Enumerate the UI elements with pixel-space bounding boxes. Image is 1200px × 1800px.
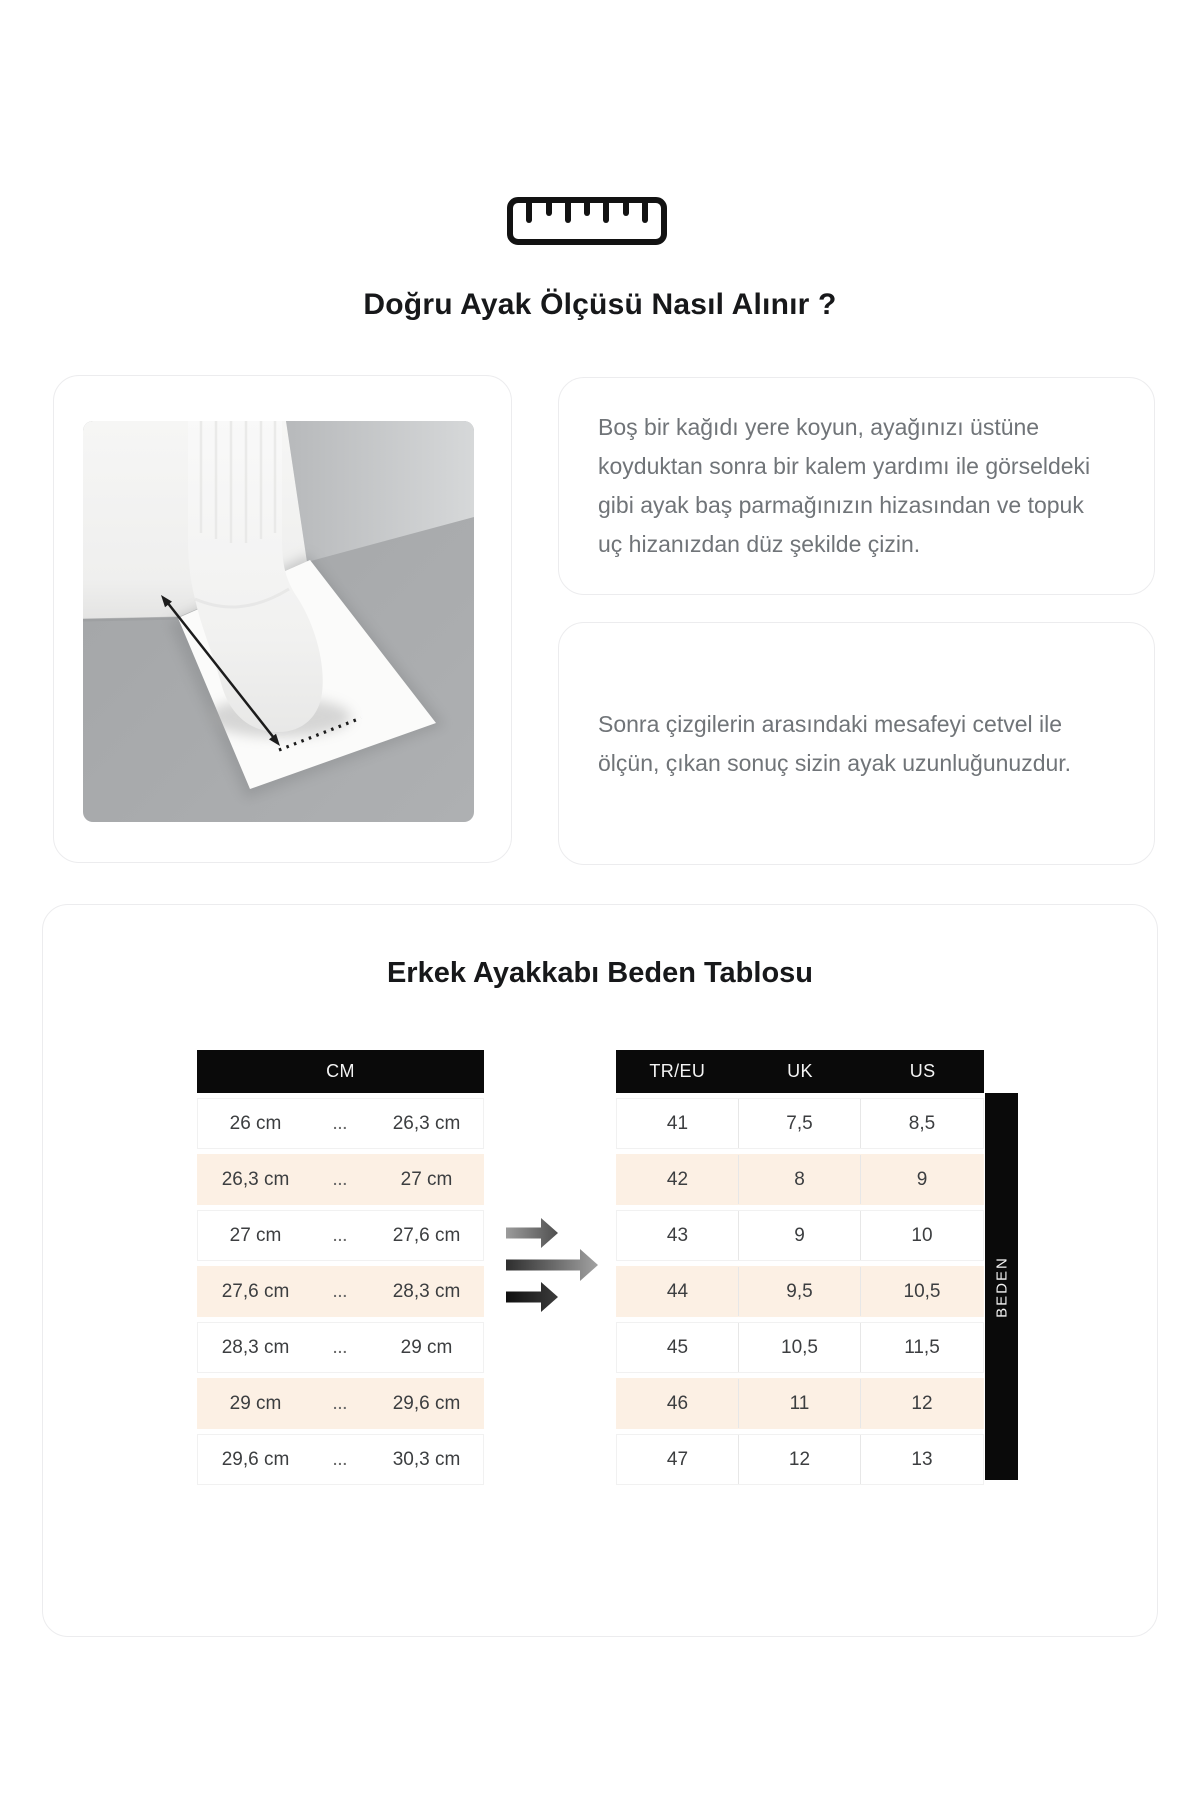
size-tr-eu: 42 [617, 1155, 739, 1204]
range-separator: ... [333, 1171, 348, 1188]
range-separator: ... [333, 1227, 348, 1244]
table-row [197, 1322, 484, 1373]
table-row [616, 1322, 984, 1373]
size-uk: 8 [739, 1155, 861, 1204]
table-row [616, 1154, 984, 1205]
ruler-icon [507, 197, 667, 245]
size-tr-eu: 47 [617, 1435, 739, 1484]
beden-side-label [985, 1093, 1018, 1480]
intl-table-header [616, 1050, 984, 1093]
size-chart-card [42, 904, 1158, 1637]
table-row [616, 1210, 984, 1261]
transfer-arrows-icon [506, 1217, 606, 1317]
range-separator: ... [333, 1115, 348, 1132]
size-tr-eu: 46 [617, 1379, 739, 1428]
ruler-tick [603, 203, 609, 223]
range-separator: ... [333, 1451, 348, 1468]
ruler-tick [526, 203, 532, 223]
size-chart-title: Erkek Ayakkabı Beden Tablosu [386, 957, 814, 989]
size-uk: 7,5 [739, 1099, 861, 1148]
table-row [197, 1378, 484, 1429]
foot-measurement-photo [83, 421, 474, 822]
cm-to: 27,6 cm [392, 1224, 461, 1246]
intl-size-table [616, 1050, 984, 1485]
cm-from: 28,3 cm [221, 1336, 290, 1358]
cm-to: 30,3 cm [392, 1448, 461, 1470]
ruler-tick [584, 203, 590, 216]
header-uk: UK [787, 1061, 813, 1081]
range-separator: ... [333, 1395, 348, 1412]
cm-from: 29,6 cm [221, 1448, 290, 1470]
range-separator: ... [333, 1339, 348, 1356]
cm-table-header [197, 1050, 484, 1093]
cm-to: 26,3 cm [392, 1112, 461, 1134]
instruction-text-1: Boş bir kağıdı yere koyun, ayağınızı üstüne koyduktan sonra bir kalem yardımı ile görseldeki gibi ayak baş parmağınızın hizasından ve topuk uç hizanızdan düz şekilde çizin. [598, 414, 1091, 557]
instruction-box-1 [558, 377, 1155, 595]
ruler-tick [565, 203, 571, 223]
ruler-tick [623, 203, 629, 216]
ruler-tick [642, 203, 648, 223]
size-tr-eu: 44 [617, 1267, 739, 1316]
size-uk: 9 [739, 1211, 861, 1260]
cm-table [197, 1050, 484, 1485]
cm-from: 29 cm [229, 1392, 282, 1414]
table-row [616, 1434, 984, 1485]
cm-to: 29,6 cm [392, 1392, 461, 1414]
cm-table-body [197, 1098, 484, 1485]
cm-from: 26,3 cm [221, 1168, 290, 1190]
size-us: 9 [916, 1168, 928, 1190]
measurement-photo-card [53, 375, 512, 863]
page-title: Doğru Ayak Ölçüsü Nasıl Alınır ? [363, 288, 837, 321]
instruction-box-2 [558, 622, 1155, 865]
size-uk: 10,5 [739, 1323, 861, 1372]
header-tr-eu: TR/EU [649, 1061, 706, 1081]
size-tr-eu: 43 [617, 1211, 739, 1260]
table-row [197, 1266, 484, 1317]
table-row [197, 1434, 484, 1485]
table-row [616, 1098, 984, 1149]
table-row [616, 1266, 984, 1317]
cm-from: 26 cm [229, 1112, 282, 1134]
foot-photo-illustration [83, 421, 474, 822]
cm-from: 27,6 cm [221, 1280, 290, 1302]
cm-from: 27 cm [229, 1224, 282, 1246]
header-us: US [909, 1061, 936, 1081]
cm-header-label: CM [326, 1061, 355, 1081]
intl-table-body [616, 1098, 984, 1485]
cm-to: 28,3 cm [392, 1280, 461, 1302]
size-tr-eu: 41 [617, 1099, 739, 1148]
beden-label-text: BEDEN [993, 1255, 1010, 1318]
range-separator: ... [333, 1283, 348, 1300]
size-us: 13 [911, 1448, 933, 1470]
size-us: 8,5 [908, 1112, 936, 1134]
size-us: 10 [911, 1224, 933, 1246]
instruction-text-2: Sonra çizgilerin arasındaki mesafeyi cetvel ile ölçün, çıkan sonuç sizin ayak uzunluğunuzdur. [598, 710, 1072, 776]
size-uk: 11 [739, 1379, 861, 1428]
ruler-tick [546, 203, 552, 216]
table-row [197, 1154, 484, 1205]
size-us: 10,5 [903, 1280, 941, 1302]
cm-to: 27 cm [400, 1168, 453, 1190]
size-us: 11,5 [904, 1336, 940, 1358]
size-uk: 9,5 [739, 1267, 861, 1316]
table-row [616, 1378, 984, 1429]
table-row [197, 1098, 484, 1149]
size-tr-eu: 45 [617, 1323, 739, 1372]
cm-to: 29 cm [400, 1336, 453, 1358]
size-us: 12 [911, 1392, 933, 1414]
table-row [197, 1210, 484, 1261]
size-uk: 12 [739, 1435, 861, 1484]
